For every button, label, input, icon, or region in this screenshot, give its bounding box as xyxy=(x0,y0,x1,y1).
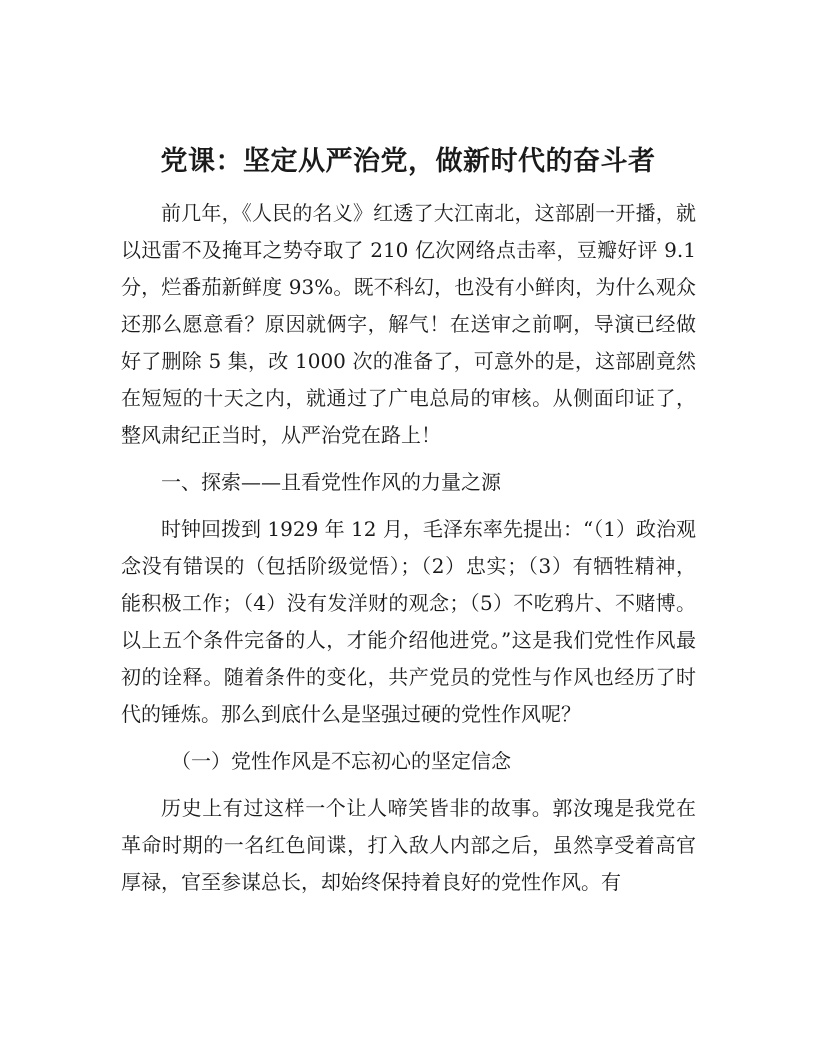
paragraph-story: 历史上有过这样一个让人啼笑皆非的故事。郭汝瑰是我党在革命时期的一名红色间谍，打入敌人内部之后，虽然享受着高官厚禄，官至参谋总长，却始终保持着良好的党性作风。有 xyxy=(121,796,696,894)
section-heading-1: 一、探索——且看党性作风的力量之源 xyxy=(161,470,501,494)
paragraph-intro: 前几年，《人民的名义》红透了大江南北，这部剧一开播，就以迅雷不及掩耳之势夺取了 210 亿次网络点击率，豆瓣好评 9.1 分，烂番茄新鲜度 93%。既不科幻，也没有小鲜肉，为什么观众还那么愿意看？原因就俩字，解气！在送审之前啊，导演已经做好了删除 5 集，改 1000 次的准备了，可意外的是，这部剧竟然在短短的十天之内，就通过了广电总局的审核。从侧面印证了，整风肃纪正当时，从严治党在路上！ xyxy=(121,201,696,447)
subsection-heading-1: （一）党性作风是不忘初心的坚定信念 xyxy=(171,749,511,773)
document-body xyxy=(121,195,696,901)
paragraph-history: 时钟回拨到 1929 年 12 月，毛泽东率先提出：“（1）政治观念没有错误的（包括阶级觉悟）；（2）忠实；（3）有牺牲精神，能积极工作；（4）没有发洋财的观念；（5）不吃鸦片、不赌博。以上五个条件完备的人，才能介绍他进党。”这是我们党性作风最初的诠释。随着条件的变化，共产党员的党性与作风也经历了时代的锤炼。那么到底什么是坚强过硬的党性作风呢？ xyxy=(121,517,696,726)
document-title: 党课：坚定从严治党，做新时代的奋斗者 xyxy=(160,146,656,177)
